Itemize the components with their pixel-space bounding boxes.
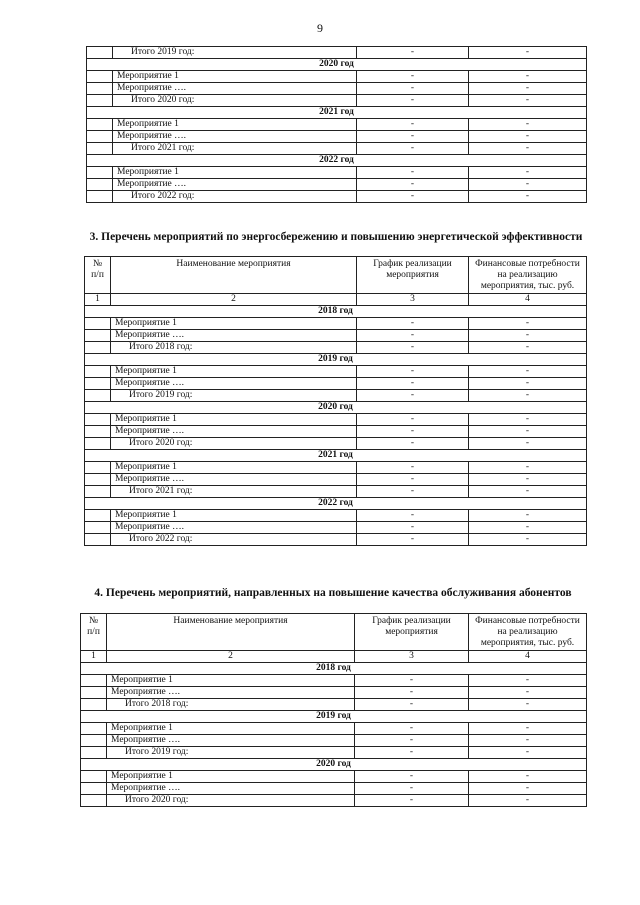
event-name: Мероприятие 1 xyxy=(113,119,357,131)
number-cell xyxy=(81,783,107,795)
event-name: Мероприятие …. xyxy=(107,735,355,747)
year-label: 2019 год xyxy=(85,354,587,366)
event-name: Мероприятие …. xyxy=(111,378,357,390)
total-row xyxy=(81,699,587,711)
table-row xyxy=(87,167,587,179)
schedule-cell: - xyxy=(355,675,469,687)
event-name: Мероприятие 1 xyxy=(111,462,357,474)
total-label: Итого 2020 год: xyxy=(107,795,355,807)
schedule-cell: - xyxy=(355,747,469,759)
section-4-title: 4. Перечень мероприятий, направленных на повышение качества обслуживания абонентов xyxy=(94,587,572,599)
schedule-cell: - xyxy=(357,167,469,179)
total-row xyxy=(85,486,587,498)
number-cell xyxy=(81,771,107,783)
finance-cell: - xyxy=(469,143,587,155)
table-row xyxy=(85,462,587,474)
page-number: 9 xyxy=(317,21,323,35)
total-label: Итого 2020 год: xyxy=(111,438,357,450)
schedule-cell: - xyxy=(357,95,469,107)
number-cell xyxy=(85,474,111,486)
finance-cell: - xyxy=(469,83,587,95)
finance-cell: - xyxy=(469,462,587,474)
schedule-cell: - xyxy=(357,510,469,522)
year-row xyxy=(81,663,587,675)
table-section-2-continued xyxy=(86,46,587,203)
number-cell xyxy=(85,318,111,330)
table-section-4 xyxy=(80,613,587,807)
table-row xyxy=(87,131,587,143)
event-name: Мероприятие …. xyxy=(107,687,355,699)
table-row xyxy=(81,735,587,747)
number-cell xyxy=(87,95,113,107)
table-row xyxy=(81,675,587,687)
header-name: Наименование мероприятия xyxy=(111,257,357,294)
total-row xyxy=(81,795,587,807)
section-3-title: 3. Перечень мероприятий по энергосбережению и повышению энергетической эффективности xyxy=(89,231,583,243)
schedule-cell: - xyxy=(357,191,469,203)
event-name: Мероприятие 1 xyxy=(111,366,357,378)
finance-cell: - xyxy=(469,771,587,783)
numbering-cell: 4 xyxy=(469,294,587,306)
header-schedule: График реализации мероприятия xyxy=(355,614,469,651)
total-row xyxy=(85,534,587,546)
total-label: Итого 2018 год: xyxy=(107,699,355,711)
year-label: 2018 год xyxy=(81,663,587,675)
schedule-cell: - xyxy=(357,414,469,426)
number-cell xyxy=(87,119,113,131)
number-cell xyxy=(87,47,113,59)
number-cell xyxy=(85,390,111,402)
table-row xyxy=(85,318,587,330)
year-label: 2022 год xyxy=(87,155,587,167)
year-row xyxy=(87,107,587,119)
year-row xyxy=(85,450,587,462)
year-label: 2020 год xyxy=(85,402,587,414)
finance-cell: - xyxy=(469,534,587,546)
table-body xyxy=(81,663,587,807)
finance-cell: - xyxy=(469,474,587,486)
year-row xyxy=(87,155,587,167)
header-schedule: График реализации мероприятия xyxy=(357,257,469,294)
total-label: Итого 2018 год: xyxy=(111,342,357,354)
finance-cell: - xyxy=(469,438,587,450)
number-cell xyxy=(85,414,111,426)
schedule-cell: - xyxy=(357,342,469,354)
finance-cell: - xyxy=(469,318,587,330)
finance-cell: - xyxy=(469,747,587,759)
schedule-cell: - xyxy=(355,795,469,807)
table-row xyxy=(85,426,587,438)
year-label: 2020 год xyxy=(87,59,587,71)
finance-cell: - xyxy=(469,414,587,426)
year-row xyxy=(87,59,587,71)
table-row xyxy=(85,378,587,390)
finance-cell: - xyxy=(469,131,587,143)
year-row xyxy=(85,306,587,318)
number-cell xyxy=(85,486,111,498)
table-row xyxy=(87,71,587,83)
total-label: Итого 2020 год: xyxy=(113,95,357,107)
number-cell xyxy=(87,167,113,179)
finance-cell: - xyxy=(469,378,587,390)
finance-cell: - xyxy=(469,795,587,807)
header-finance: Финансовые потребности на реализацию мероприятия, тыс. руб. xyxy=(469,614,587,651)
table-row xyxy=(85,510,587,522)
year-row xyxy=(85,498,587,510)
year-label: 2022 год xyxy=(85,498,587,510)
year-row xyxy=(85,354,587,366)
schedule-cell: - xyxy=(357,366,469,378)
schedule-cell: - xyxy=(357,47,469,59)
total-row xyxy=(87,95,587,107)
year-row xyxy=(81,711,587,723)
number-cell xyxy=(85,330,111,342)
number-cell xyxy=(87,71,113,83)
number-cell xyxy=(81,723,107,735)
total-label: Итого 2019 год: xyxy=(107,747,355,759)
table-row xyxy=(85,366,587,378)
table-body xyxy=(85,306,587,546)
total-row xyxy=(85,342,587,354)
table-row xyxy=(85,474,587,486)
table-row xyxy=(81,723,587,735)
number-cell xyxy=(85,522,111,534)
table-row xyxy=(81,783,587,795)
total-label: Итого 2022 год: xyxy=(111,534,357,546)
event-name: Мероприятие …. xyxy=(111,330,357,342)
schedule-cell: - xyxy=(355,735,469,747)
number-cell xyxy=(85,510,111,522)
total-label: Итого 2019 год: xyxy=(113,47,357,59)
number-cell xyxy=(85,534,111,546)
schedule-cell: - xyxy=(355,723,469,735)
event-name: Мероприятие 1 xyxy=(107,771,355,783)
total-label: Итого 2019 год: xyxy=(111,390,357,402)
event-name: Мероприятие 1 xyxy=(107,723,355,735)
schedule-cell: - xyxy=(357,83,469,95)
number-cell xyxy=(85,438,111,450)
finance-cell: - xyxy=(469,179,587,191)
finance-cell: - xyxy=(469,390,587,402)
schedule-cell: - xyxy=(355,771,469,783)
number-cell xyxy=(87,143,113,155)
finance-cell: - xyxy=(469,71,587,83)
numbering-row xyxy=(85,294,587,306)
total-label: Итого 2021 год: xyxy=(111,486,357,498)
year-label: 2019 год xyxy=(81,711,587,723)
year-label: 2018 год xyxy=(85,306,587,318)
schedule-cell: - xyxy=(355,783,469,795)
numbering-row xyxy=(81,651,587,663)
schedule-cell: - xyxy=(357,534,469,546)
schedule-cell: - xyxy=(357,143,469,155)
number-cell xyxy=(81,735,107,747)
total-row xyxy=(81,747,587,759)
number-cell xyxy=(81,687,107,699)
table-row xyxy=(87,179,587,191)
finance-cell: - xyxy=(469,735,587,747)
numbering-cell: 3 xyxy=(355,651,469,663)
number-cell xyxy=(87,179,113,191)
table-row xyxy=(85,414,587,426)
finance-cell: - xyxy=(469,342,587,354)
schedule-cell: - xyxy=(357,71,469,83)
total-row xyxy=(87,143,587,155)
number-cell xyxy=(85,342,111,354)
event-name: Мероприятие …. xyxy=(111,522,357,534)
finance-cell: - xyxy=(469,95,587,107)
header-number: № п/п xyxy=(85,257,111,294)
finance-cell: - xyxy=(469,699,587,711)
table-body xyxy=(87,47,587,203)
number-cell xyxy=(81,795,107,807)
schedule-cell: - xyxy=(355,699,469,711)
event-name: Мероприятие …. xyxy=(113,83,357,95)
event-name: Мероприятие 1 xyxy=(107,675,355,687)
finance-cell: - xyxy=(469,47,587,59)
year-row xyxy=(85,402,587,414)
event-name: Мероприятие …. xyxy=(107,783,355,795)
finance-cell: - xyxy=(469,366,587,378)
year-label: 2021 год xyxy=(87,107,587,119)
header-name: Наименование мероприятия xyxy=(107,614,355,651)
number-cell xyxy=(81,675,107,687)
numbering-cell: 1 xyxy=(85,294,111,306)
numbering-cell: 2 xyxy=(107,651,355,663)
number-cell xyxy=(87,83,113,95)
finance-cell: - xyxy=(469,330,587,342)
year-label: 2020 год xyxy=(81,759,587,771)
schedule-cell: - xyxy=(357,426,469,438)
total-row xyxy=(85,390,587,402)
number-cell xyxy=(85,378,111,390)
event-name: Мероприятие …. xyxy=(113,131,357,143)
event-name: Мероприятие 1 xyxy=(111,414,357,426)
finance-cell: - xyxy=(469,723,587,735)
schedule-cell: - xyxy=(357,474,469,486)
total-row xyxy=(87,191,587,203)
event-name: Мероприятие …. xyxy=(111,426,357,438)
total-row xyxy=(85,438,587,450)
finance-cell: - xyxy=(469,486,587,498)
schedule-cell: - xyxy=(357,131,469,143)
schedule-cell: - xyxy=(357,390,469,402)
table-row xyxy=(81,771,587,783)
total-label: Итого 2021 год: xyxy=(113,143,357,155)
header-number: № п/п xyxy=(81,614,107,651)
number-cell xyxy=(81,747,107,759)
total-label: Итого 2022 год: xyxy=(113,191,357,203)
number-cell xyxy=(87,131,113,143)
header-finance: Финансовые потребности на реализацию мероприятия, тыс. руб. xyxy=(469,257,587,294)
schedule-cell: - xyxy=(357,119,469,131)
schedule-cell: - xyxy=(357,522,469,534)
total-row xyxy=(87,47,587,59)
number-cell xyxy=(81,699,107,711)
event-name: Мероприятие 1 xyxy=(111,510,357,522)
year-row xyxy=(81,759,587,771)
schedule-cell: - xyxy=(357,179,469,191)
table-row xyxy=(85,522,587,534)
numbering-cell: 3 xyxy=(357,294,469,306)
table-row xyxy=(85,330,587,342)
finance-cell: - xyxy=(469,119,587,131)
table-row xyxy=(87,119,587,131)
finance-cell: - xyxy=(469,675,587,687)
finance-cell: - xyxy=(469,783,587,795)
schedule-cell: - xyxy=(357,486,469,498)
numbering-cell: 1 xyxy=(81,651,107,663)
schedule-cell: - xyxy=(357,438,469,450)
number-cell xyxy=(87,191,113,203)
number-cell xyxy=(85,426,111,438)
schedule-cell: - xyxy=(357,318,469,330)
event-name: Мероприятие 1 xyxy=(113,167,357,179)
table-header-row xyxy=(81,614,587,651)
table-section-3 xyxy=(84,256,587,546)
event-name: Мероприятие …. xyxy=(113,179,357,191)
schedule-cell: - xyxy=(355,687,469,699)
number-cell xyxy=(85,366,111,378)
event-name: Мероприятие …. xyxy=(111,474,357,486)
finance-cell: - xyxy=(469,167,587,179)
table-header-row xyxy=(85,257,587,294)
event-name: Мероприятие 1 xyxy=(113,71,357,83)
finance-cell: - xyxy=(469,510,587,522)
numbering-cell: 4 xyxy=(469,651,587,663)
finance-cell: - xyxy=(469,522,587,534)
finance-cell: - xyxy=(469,426,587,438)
table-row xyxy=(81,687,587,699)
number-cell xyxy=(85,462,111,474)
numbering-cell: 2 xyxy=(111,294,357,306)
schedule-cell: - xyxy=(357,378,469,390)
finance-cell: - xyxy=(469,687,587,699)
table-row xyxy=(87,83,587,95)
schedule-cell: - xyxy=(357,462,469,474)
year-label: 2021 год xyxy=(85,450,587,462)
schedule-cell: - xyxy=(357,330,469,342)
event-name: Мероприятие 1 xyxy=(111,318,357,330)
finance-cell: - xyxy=(469,191,587,203)
